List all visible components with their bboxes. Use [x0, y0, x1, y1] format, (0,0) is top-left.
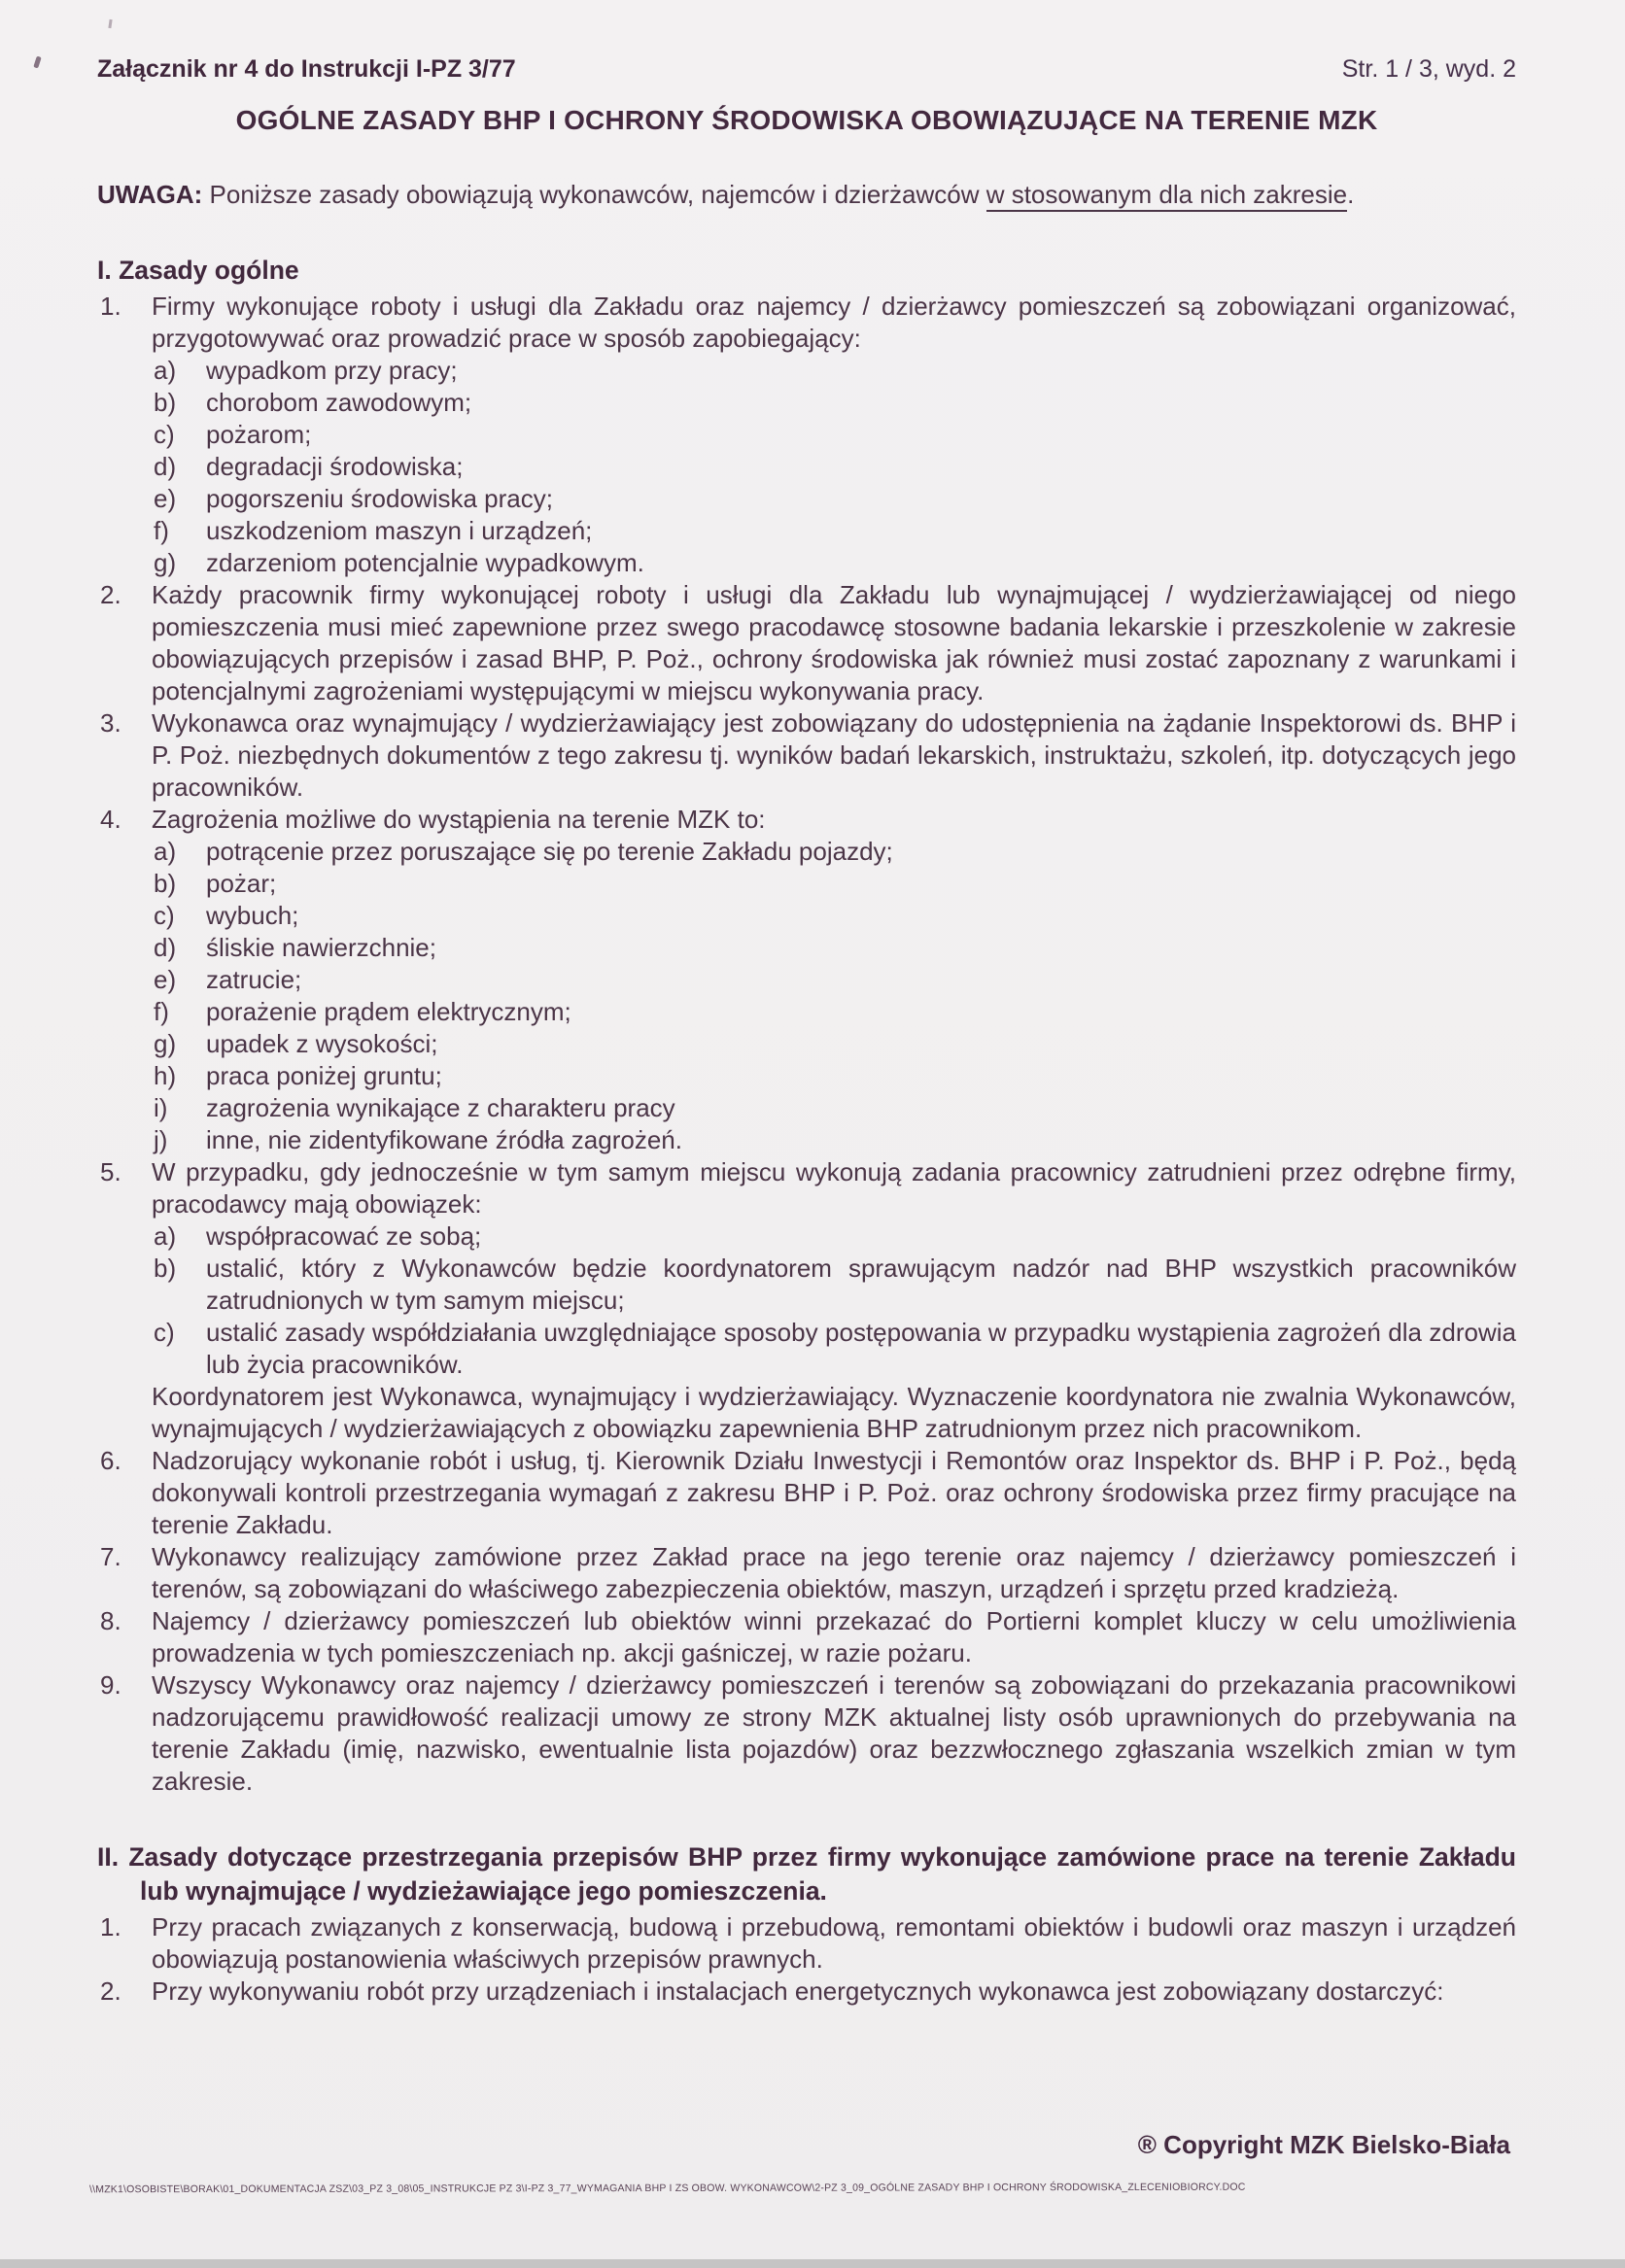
- sub-list-item: [152, 1220, 1516, 1253]
- sub-list-item: [152, 451, 1516, 483]
- list-item-text: Przy pracach związanych z konserwacją, budową i przebudową, remontami obiektów i budowli oraz maszyn i urządzeń obowiązują postanowienia właściwych przepisów prawnych.: [152, 1912, 1516, 1974]
- sub-list-item: [152, 1028, 1516, 1060]
- sub-list-item: [152, 483, 1516, 515]
- sub-list-item-text: inne, nie zidentyfikowane źródła zagrożeń.: [206, 1125, 682, 1154]
- list-item-text: Nadzorujący wykonanie robót i usług, tj. Kierownik Działu Inwestycji i Remontów oraz Inspektor ds. BHP i P. Poż., będą dokonywali kontroli przestrzegania wymagań z zakresu BHP i P. Poż. oraz ochrony środowiska przez firmy pracujące na terenie Zakładu.: [152, 1446, 1516, 1539]
- sub-list-item: [152, 964, 1516, 996]
- sub-list-item: [152, 419, 1516, 451]
- list-item: [97, 804, 1516, 1156]
- copyright-line: ® Copyright MZK Bielsko-Biała: [1137, 2130, 1510, 2159]
- sub-list-item-text: wybuch;: [206, 901, 299, 930]
- sub-list-item-text: zdarzeniom potencjalnie wypadkowym.: [206, 548, 644, 577]
- list-item-text: Zagrożenia możliwe do wystąpienia na terenie MZK to:: [152, 805, 766, 834]
- list-item: [97, 1605, 1516, 1669]
- list-item-text: Przy wykonywaniu robót przy urządzeniach i instalacjach energetycznych wykonawca jest zobowiązany dostarczyć:: [152, 1976, 1444, 2006]
- sub-list-item: [152, 900, 1516, 932]
- sub-list-item: [152, 932, 1516, 964]
- list-item-text: Wykonawca oraz wynajmujący / wydzierżawiający jest zobowiązany do udostępnienia na żądanie Inspektorowi ds. BHP i P. Poż. niezbędnych dokumentów z tego zakresu tj. wyników badań lekarskich, instruktażu, szkoleń, itp. dotyczących jego pracowników.: [152, 708, 1516, 802]
- notice-underlined-text: w stosowanym dla nich zakresie: [986, 180, 1347, 212]
- list-item: [97, 1541, 1516, 1605]
- list-item: [97, 291, 1516, 579]
- sub-list-item: [152, 515, 1516, 547]
- list-item-text: W przypadku, gdy jednocześnie w tym samym miejscu wykonują zadania pracownicy zatrudnieni przez odrębne firmy, pracodawcy mają obowiązek:: [152, 1157, 1516, 1219]
- sub-list-item-text: zagrożenia wynikające z charakteru pracy: [206, 1093, 675, 1122]
- scan-artifact: [108, 19, 112, 28]
- document-title: OGÓLNE ZASADY BHP I OCHRONY ŚRODOWISKA OBOWIĄZUJĄCE NA TERENIE MZK: [235, 105, 1378, 135]
- sub-list-item: [152, 1092, 1516, 1124]
- list-item: [97, 1911, 1516, 1976]
- sub-list-item: [152, 547, 1516, 579]
- sub-list-item-text: upadek z wysokości;: [206, 1029, 438, 1058]
- sub-list-item-text: pożar;: [206, 869, 277, 898]
- section-1-list: [97, 291, 1516, 1798]
- sub-list: [152, 1220, 1516, 1381]
- list-item-text: Wykonawcy realizujący zamówione przez Zakład prace na jego terenie oraz najemcy / dzierżawcy pomieszczeń i terenów, są zobowiązani do właściwego zabezpieczenia obiektów, maszyn, urządzeń i sprzętu przed kradzieżą.: [152, 1542, 1516, 1603]
- document-header: [97, 54, 1516, 85]
- section-2-list: [97, 1911, 1516, 2008]
- sub-list-item-text: porażenie prądem elektrycznym;: [206, 997, 571, 1026]
- sub-list-item: [152, 1124, 1516, 1156]
- sub-list-item: [152, 1060, 1516, 1092]
- attachment-reference: Załącznik nr 4 do Instrukcji I-PZ 3/77: [97, 55, 516, 83]
- notice-label: UWAGA:: [97, 180, 203, 209]
- sub-list-item-text: ustalić, który z Wykonawców będzie koordynatorem sprawującym nadzór nad BHP wszystkich pracowników zatrudnionych w tym samym miejscu;: [206, 1254, 1516, 1315]
- sub-list: [152, 836, 1516, 1156]
- sub-list-item-text: ustalić zasady współdziałania uwzględniające sposoby postępowania w przypadku wystąpienia zagrożeń dla zdrowia lub życia pracowników.: [206, 1318, 1516, 1379]
- list-item-text: Każdy pracownik firmy wykonującej roboty i usługi dla Zakładu lub wynajmującej / wydzierżawiającej od niego pomieszczenia musi mieć zapewnione przez swego pracodawcę stosowne badania lekarskie i przeszkolenie w zakresie obowiązujących przepisów i zasad BHP, P. Poż., ochrony środowiska jak również musi zostać zapoznany z warunkami i potencjalnymi zagrożeniami występującymi w miejscu wykonywania pracy.: [152, 580, 1516, 705]
- page-indicator: Str. 1 / 3, wyd. 2: [1341, 55, 1516, 83]
- sub-list-item-text: pożarom;: [206, 420, 312, 449]
- sub-list-item-text: współpracować ze sobą;: [206, 1221, 482, 1251]
- sub-list-item-text: potrącenie przez poruszające się po terenie Zakładu pojazdy;: [206, 837, 893, 866]
- notice-suffix: .: [1347, 180, 1355, 209]
- sub-list-item-text: śliskie nawierzchnie;: [206, 933, 436, 962]
- list-item-text: Wszyscy Wykonawcy oraz najemcy / dzierżawcy pomieszczeń i terenów są zobowiązani do przekazania pracownikowi nadzorującemu prawidłowość realizacji umowy ze strony MZK aktualnej listy osób uprawnionych do przebywania na terenie Zakładu (imię, nazwisko, ewentualnie lista pojazdów) oraz bezzwłocznego zgłaszania wszelkich zmian w tym zakresie.: [152, 1670, 1516, 1796]
- list-item: [97, 1156, 1516, 1445]
- scan-edge: [0, 2259, 1625, 2268]
- sub-list-item-text: wypadkom przy pracy;: [206, 356, 458, 385]
- sub-list-item: [152, 996, 1516, 1028]
- file-path-footer: \\MZK1\OSOBISTE\BORAK\01_DOKUMENTACJA ZSZ\03_PZ 3_08\05_INSTRUKCJE PZ 3\I-PZ 3_77_WYMAGANIA BHP I ZS OBOW. WYKONAWCOW\2-PZ 3_09_OGÓLNE ZASADY BHP I OCHRONY ŚRODOWISKA_ZLECENIOBIORCY.DOC: [88, 2181, 1246, 2196]
- list-item: [97, 1669, 1516, 1798]
- sub-list-item: [152, 868, 1516, 900]
- scan-artifact: [33, 56, 41, 69]
- sub-list-item: [152, 387, 1516, 419]
- sub-list-item: [152, 1317, 1516, 1381]
- list-item-text: Najemcy / dzierżawcy pomieszczeń lub obiektów winni przekazać do Portierni komplet kluczy w celu umożliwienia prowadzenia w tych pomieszczeniach np. akcji gaśniczej, w razie pożaru.: [152, 1606, 1516, 1667]
- list-item-note: Koordynatorem jest Wykonawca, wynajmujący i wydzierżawiający. Wyznaczenie koordynatora nie zwalnia Wykonawców, wynajmujących / wydzierżawiających z obowiązku zapewnienia BHP zatrudnionym przez nich pracownikom.: [152, 1382, 1516, 1443]
- sub-list-item-text: uszkodzeniom maszyn i urządzeń;: [206, 516, 593, 545]
- sub-list-item-text: degradacji środowiska;: [206, 452, 464, 481]
- sub-list-item: [152, 836, 1516, 868]
- section-1-heading: I. Zasady ogólne: [97, 256, 299, 285]
- list-item: [97, 1445, 1516, 1541]
- list-item-text: Firmy wykonujące roboty i usługi dla Zakładu oraz najemcy / dzierżawcy pomieszczeń są zobowiązani organizować, przygotowywać oraz prowadzić prace w sposób zapobiegający:: [152, 292, 1516, 353]
- sub-list-item: [152, 1253, 1516, 1317]
- sub-list-item-text: chorobom zawodowym;: [206, 388, 472, 417]
- sub-list-item-text: pogorszeniu środowiska pracy;: [206, 484, 553, 513]
- section-2-heading: II. Zasady dotyczące przestrzegania przepisów BHP przez firmy wykonujące zamówione prace na terenie Zakładu lub wynajmujące / wydzieżawiające jego pomieszczenia.: [97, 1842, 1516, 1906]
- list-item: [97, 707, 1516, 804]
- list-item: [97, 1976, 1516, 2008]
- document-content: [97, 54, 1516, 2008]
- sub-list-item-text: zatrucie;: [206, 965, 302, 994]
- sub-list: [152, 355, 1516, 579]
- notice-paragraph: [97, 179, 1516, 211]
- sub-list-item: [152, 355, 1516, 387]
- notice-text: Poniższe zasady obowiązują wykonawców, najemców i dzierżawców: [202, 180, 986, 209]
- list-item: [97, 579, 1516, 707]
- sub-list-item-text: praca poniżej gruntu;: [206, 1061, 442, 1090]
